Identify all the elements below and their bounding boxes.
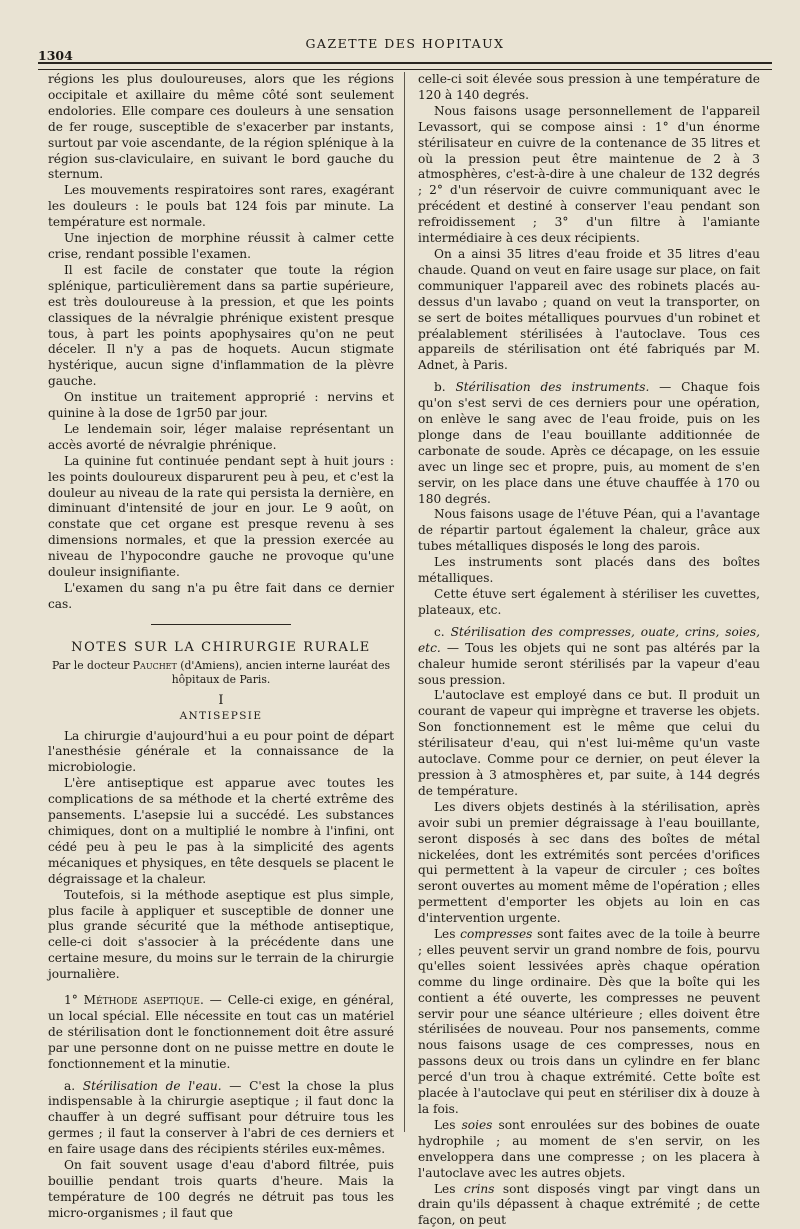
header-rule <box>38 62 772 70</box>
paragraph: L'examen du sang n'a pu être fait dans ce dernier cas. <box>48 581 394 611</box>
paragraph: Nous faisons usage personnellement de l'appareil Levassort, qui se compose ainsi : 1° d'un énorme stérilisateur en cuivre de la contenance de 35 litres et où la pression peut être maintenue de 2 à 3 atmosphères, c'est-à-dire à une chaleur de 132 degrés ; 2° d'un réservoir de cuivre communiquant avec le précédent et destiné à conserver l'eau pendant son refroidissement ; 3° d'un filtre à l'amiante intermédiaire à ces deux récipients. <box>418 103 760 246</box>
paragraph: Il est facile de constater que toute la région splénique, particulièrement dans sa partie supérieure, est très douloureuse à la pression, et que les points classiques de la névralgie phrénique existent presque tous, à part les points apophysaires qu'on ne peut déceler. Il n'y a pas de hoquets. Aucun stigmate hystérique, aucun signe d'inflammation de la plèvre gauche. <box>48 262 394 389</box>
right-column <box>418 72 761 1228</box>
byline-suffix: (d'Amiens), ancien interne lauréat des hôpitaux de Paris. <box>171 658 391 686</box>
page-header <box>38 32 772 63</box>
paragraph: L'autoclave est employé dans ce but. Il produit un courant de vapeur qui imprègne et traverse les objets. Son fonctionnement est le même que celui du stérilisateur d'eau, qui n'est lui-même qu'un vaste autoclave. Comme pour ce dernier, on peut élever la pression à 3 atmosphères et, par suite, à 144 degrés de température. <box>418 688 760 798</box>
item-letter: c. <box>434 624 451 639</box>
paragraph <box>48 993 394 1073</box>
paragraph-text: — C'est la chose la plus indispensable à la chirurgie aseptique ; il faut donc la chauffer à un degré suffisant pour détruire tous les germes ; il faut la conserver à l'abri de ces derniers et en faire usage dans des récipients stériles eux-mêmes. <box>48 1078 394 1157</box>
paragraph: On fait souvent usage d'eau d'abord filtrée, puis bouillie pendant trois quarts d'heure. Mais la température de 100 degrés ne détruit pas tous les micro-organismes ; il faut que <box>48 1158 394 1220</box>
paragraph <box>418 927 760 1118</box>
item-term: soies <box>461 1117 493 1132</box>
paragraph: L'ère antiseptique est apparue avec toutes les complications de sa méthode et la cherté extrême des pansements. L'asepsie lui a succédé. Les substances chimiques, dont on a multiplié le nombre à l'infini, ont cédé peu à peu le pas à la simplicité des agents mécaniques et physiques, en tête desquels se placent le dégraissage et la chaleur. <box>48 776 394 886</box>
column-divider <box>404 72 405 1132</box>
byline <box>48 659 394 687</box>
paragraph-text: sont faites avec de la toile à beurre ; elles peuvent servir un grand nombre de fois, pourvu qu'elles soient lessivées après chaque opération comme du linge ordinaire. Dès que la boîte qui les contient a été ouverte, les compresses ne peuvent servir pour une séance ultérieure ; elles doivent être stérilisées de nouveau. Pour nos pansements, comme nous faisons usage de ces compresses, nous en passons deux ou trois dans un cylindre en fer blanc percé d'un trou à chaque extrémité. Cette boîte est placée à l'autoclave qui peut en stériliser dix à douze à la fois. <box>418 927 761 1116</box>
paragraph <box>48 1079 394 1159</box>
paragraph: La quinine fut continuée pendant sept à huit jours : les points douloureux disparurent peu à peu, et c'est la douleur au niveau de la rate qui persista la dernière, en diminuant d'intensité de jour en jour. Le 9 août, on constate que cet organe est presque revenu à ses dimensions normales, et que la pression exercée au niveau de l'hypocondre gauche ne provoque qu'une douleur insignifiante. <box>48 453 394 580</box>
subsection-title: ANTISEPSIE <box>179 709 263 722</box>
method-heading: 1° Méthode aseptique. <box>64 993 204 1008</box>
paragraph-text: sont enroulées sur des bobines de ouate hydrophile ; au moment de s'en servir, on les enveloppera dans une compresse ; on les placera à l'autoclave avec les autres objets. <box>418 1117 760 1180</box>
paragraph-text: — Celle-ci exige, en général, un local spécial. Elle nécessite en tout cas un matériel de stérilisation dont le fonctionnement doit être assuré par une personne dont on ne puisse mettre en doute le fonctionnement et la minutie. <box>48 993 395 1071</box>
item-heading: Stérilisation de l'eau. <box>82 1078 222 1093</box>
left-column <box>48 72 395 1220</box>
paragraph <box>418 625 760 689</box>
item-letter: a. <box>64 1078 83 1093</box>
byline-prefix: Par le docteur <box>51 658 133 672</box>
paragraph <box>418 1182 760 1229</box>
paragraph: Le lendemain soir, léger malaise représentant un accès avorté de névralgie phrénique. <box>48 421 394 452</box>
paragraph: On a ainsi 35 litres d'eau froide et 35 litres d'eau chaude. Quand on veut en faire usage sur place, on fait communiquer l'appareil avec des robinets placés au-dessus d'un lavabo ; quand on veut la transporter, on se sert de boites métalliques pourvues d'un robinet et préalablement stérilisées à l'autoclave. Tous ces appareils de stérilisation ont été fabriqués par M. Adnet, à Paris. <box>418 246 760 373</box>
chapter-number: I <box>218 692 224 708</box>
paragraph-text: — Tous les objets qui ne sont pas altérés par la chaleur humide seront stérilisés par la vapeur d'eau sous pression. <box>418 640 760 687</box>
paragraph: La chirurgie d'aujourd'hui a eu pour point de départ l'anesthésie générale et la connaissance de la microbiologie. <box>48 728 394 775</box>
section-title: NOTES SUR LA CHIRURGIE RURALE <box>71 639 371 655</box>
paragraph-text: Les <box>434 1117 462 1132</box>
section-separator <box>48 620 394 630</box>
item-heading: Stérilisation des compresses, ouate, crins, soies, etc. <box>418 624 760 655</box>
paragraph-text: Les <box>434 927 461 942</box>
paragraph: Les mouvements respiratoires sont rares, exagérant les douleurs : le pouls bat 124 fois par minute. La température est normale. <box>48 183 394 230</box>
paragraph: Les instruments sont placés dans des boîtes métalliques. <box>418 555 760 586</box>
item-term: compresses <box>460 927 533 942</box>
paragraph-text: Les <box>434 1181 464 1196</box>
paragraph: On institue un traitement approprié : nervins et quinine à la dose de 1gr50 par jour. <box>48 390 394 421</box>
author-name: Pauchet <box>132 658 177 672</box>
item-term: crins <box>463 1181 495 1196</box>
paragraph: régions les plus douloureuses, alors que les régions occipitale et axillaire du même côté sont seulement endolories. Elle compare ces douleurs à une sensation de fer rouge, susceptible de s'exacerber par instants, surtout par voie ascendante, de la région splénique à la région sus-claviculaire, en suivant le bord gauche du sternum. <box>48 72 394 182</box>
paragraph: Cette étuve sert également à stériliser les cuvettes, plateaux, etc. <box>418 587 760 617</box>
paragraph: Nous faisons usage de l'étuve Péan, qui a l'avantage de répartir partout également la chaleur, grâce aux tubes métalliques disposés le long des parois. <box>418 507 760 554</box>
paragraph <box>418 1118 760 1182</box>
item-letter: b. <box>434 380 456 395</box>
paragraph: Une injection de morphine réussit à calmer cette crise, rendant possible l'examen. <box>48 231 394 261</box>
paragraph-text: — Chaque fois qu'on s'est servi de ces derniers pour une opération, on enlève le sang avec de l'eau froide, puis on les plonge dans de l'eau bouillante additionnée de carbonate de soude. Après ce décapage, on les essuie avec un linge sec et propre, puis, au moment de s'en servir, on les place dans une étuve chauffée à 170 ou 180 degrés. <box>418 380 760 506</box>
paragraph <box>418 380 760 507</box>
item-heading: Stérilisation des instruments. <box>455 380 650 395</box>
page-number: 1304 <box>38 48 73 63</box>
paragraph-text: sont disposés vingt par vingt dans un drain qu'ils dépassent à chaque extrémité ; de cette façon, on peut <box>418 1181 761 1228</box>
paragraph: celle-ci soit élevée sous pression à une température de 120 à 140 degrés. <box>418 72 760 102</box>
paragraph: Toutefois, si la méthode aseptique est plus simple, plus facile à appliquer et susceptible de donner une plus grande sécurité que la méthode antiseptique, celle-ci doit s'associer à la précédente dans une certaine mesure, du moins sur le terrain de la chirurgie journalière. <box>48 887 394 982</box>
journal-title: GAZETTE DES HOPITAUX <box>305 36 505 51</box>
paragraph: Les divers objets destinés à la stérilisation, après avoir subi un premier dégraissage à l'eau bouillante, seront disposés à sec dans des boîtes de métal nickelées, dont les extrémités sont percées d'orifices qui permettent à la vapeur de circuler ; ces boîtes seront ouvertes au moment même de l'opération ; elles permettent d'emporter les objets au loin en cas d'intervention urgente. <box>418 799 760 926</box>
